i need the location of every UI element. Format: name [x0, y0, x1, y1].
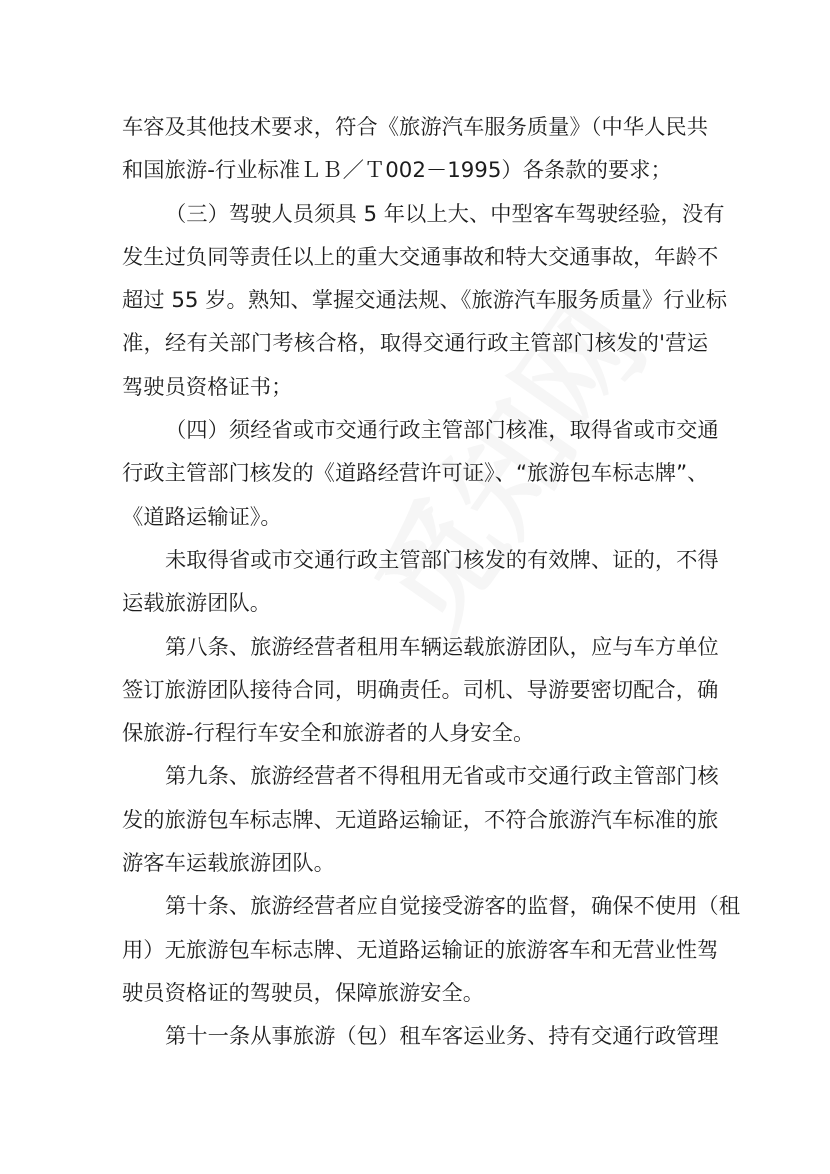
paragraph — [122, 1015, 719, 1058]
text-line: 第九条、旅游经营者不得租用无省或市交通行政主管部门核 — [165, 764, 719, 790]
text-line: 超过 55 岁。熟知、掌握交通法规、《旅游汽车服务质量》行业标 — [122, 288, 728, 314]
text-line: 第八条、旅游经营者租用车辆运载旅游团队，应与车方单位 — [165, 634, 719, 660]
text-line: 第十一条从事旅游（包）租车客运业务、持有交通行政管理 — [165, 1024, 719, 1050]
text-line: 保旅游-行程行车安全和旅游者的人身安全。 — [122, 721, 535, 747]
text-line: 签订旅游团队接待合同，明确责任。司机、导游要密切配合，确 — [122, 677, 719, 703]
paragraph — [122, 539, 719, 626]
document-page — [122, 106, 741, 1059]
text-line: 未取得省或市交通行政主管部门核发的有效牌、证的，不得 — [165, 547, 719, 573]
text-line: 发生过负同等责任以上的重大交通事故和特大交通事故，年龄不 — [122, 244, 719, 270]
text-line: 驶员资格证的驾驶员，保障旅游安全。 — [122, 980, 485, 1006]
text-line: 车容及其他技术要求，符合《旅游汽车服务质量》（中华人民共 — [122, 115, 708, 140]
text-line: 发的旅游包车标志牌、无道路运输证，不符合旅游汽车标准的旅 — [122, 807, 719, 833]
text-line: 驾驶员资格证书； — [122, 374, 293, 400]
text-line: 和国旅游-行业标准ＬＢ／Ｔ002－1995）各条款的要求； — [122, 158, 672, 184]
paragraph — [122, 885, 741, 1015]
paragraph — [122, 626, 719, 756]
text-line: 第十条、旅游经营者应自觉接受游客的监督，确保不使用（租 — [165, 894, 741, 920]
text-line: 运载旅游团队。 — [122, 591, 272, 617]
text-line: 准，经有关部门考核合格，取得交通行政主管部门核发的'营运 — [122, 331, 708, 357]
text-line: 游客车运载旅游团队。 — [122, 851, 335, 877]
text-line: （三）驾驶人员须具 5 年以上大、中型客车驾驶经验，没有 — [165, 201, 725, 227]
paragraph — [122, 193, 728, 409]
text-line: （四）须经省或市交通行政主管部门核准，取得省或市交通 — [165, 418, 719, 444]
text-line: 行政主管部门核发的《道路经营许可证》、“旅游包车标志牌”、 — [122, 461, 709, 487]
text-line: 用）无旅游包车标志牌、无道路运输证的旅游客车和无营业性驾 — [122, 937, 719, 963]
text-line: 《道路运输证》。 — [122, 504, 282, 530]
paragraph — [122, 106, 708, 193]
paragraph — [122, 409, 719, 539]
paragraph — [122, 755, 719, 885]
